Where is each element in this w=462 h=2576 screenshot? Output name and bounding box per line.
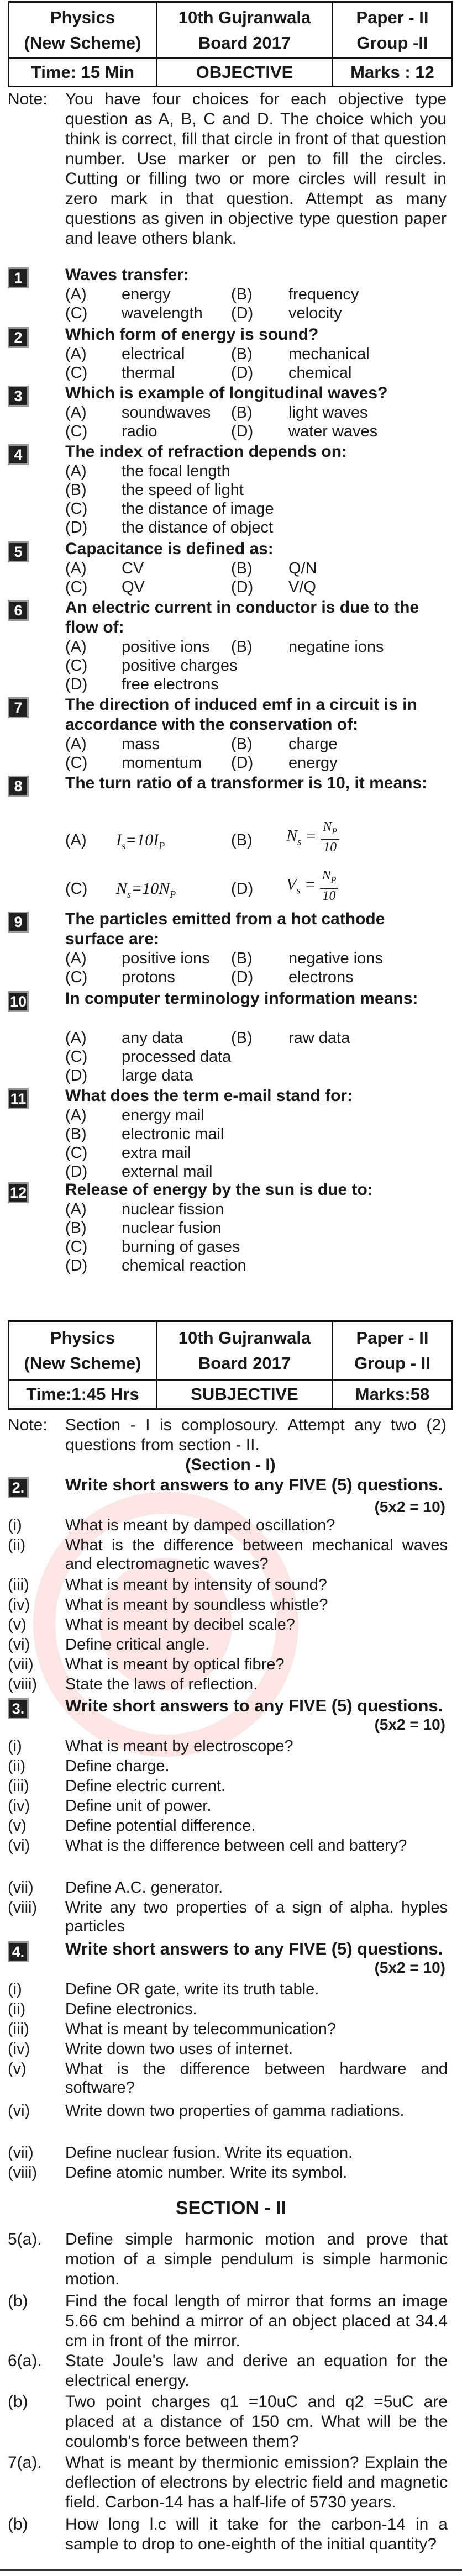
question-number: 4. xyxy=(8,1941,29,1962)
question-number: 10 xyxy=(8,991,29,1012)
section-1-label: (Section - I) xyxy=(185,1456,276,1474)
question-number: 2. xyxy=(8,1477,29,1498)
paper-cell xyxy=(333,3,452,57)
paper-type-cell: SUBJECTIVE xyxy=(158,1381,333,1408)
question-number: 1 xyxy=(8,267,29,288)
board-year: Board 2017 xyxy=(198,33,291,52)
question-text: An electric current in conductor is due to the flow of: xyxy=(65,598,419,636)
subjective-header-table xyxy=(8,1320,453,1410)
paper-number: Paper - II xyxy=(356,1327,429,1347)
question-text: The index of refraction depends on: xyxy=(65,442,348,461)
question-number: 4 xyxy=(8,444,29,465)
subject-name: Physics xyxy=(50,7,116,27)
question-text: Which is example of longitudinal waves? xyxy=(65,384,388,402)
question-text: In computer terminology information means: xyxy=(65,989,418,1008)
board-year: Board 2017 xyxy=(198,1353,291,1373)
question-number: 5 xyxy=(8,541,29,562)
scheme-name: (New Scheme) xyxy=(24,33,141,52)
marks-cell: Marks:58 xyxy=(355,1384,430,1404)
question-number: 2 xyxy=(8,327,29,348)
class-board: 10th Gujranwala xyxy=(178,1327,311,1347)
note-text: You have four choices for each objective type question as A, B, C and D. The choice which you think is correct, fill that circle in front of that question number. Use marker or pen to fill the circles. Cutting or filling two or more circles will result in zero mark in that question. Attempt as many questions as given in objective type question paper and leave others blank. xyxy=(65,90,447,247)
note-label: Note: xyxy=(8,1416,48,1434)
note-text: Section - I is complosoury. Attempt any two (2) questions from section - II. xyxy=(65,1416,447,1454)
question-text: The particles emitted from a hot cathode surface are: xyxy=(65,910,385,948)
time-cell: Time: 15 Min xyxy=(9,59,158,86)
subject-name: Physics xyxy=(50,1327,116,1347)
question-number: 8 xyxy=(8,776,29,797)
time-cell: Time:1:45 Hrs xyxy=(9,1381,158,1408)
board-cell xyxy=(158,1322,333,1379)
marks-label: (5x2 = 10) xyxy=(374,1959,445,1976)
group-number: Group -II xyxy=(356,33,428,52)
marks-cell: Marks : 12 xyxy=(350,62,434,82)
question-number: 3 xyxy=(8,386,29,407)
question-text: What does the term e-mail stand for: xyxy=(65,1087,353,1105)
question-text: Which form of energy is sound? xyxy=(65,325,319,344)
question-number: 7 xyxy=(8,697,29,718)
exam-paper: Physics (New Scheme) 10th Gujranwala Board 2017 Paper - II Group -II Time: 15 Min OBJECTIVE Marks : 12 Note: You have four choices for each objective type question as A, B, C and D. The choice which you think is correct, fill that circle in front of that question number. Use marker or pen to fill the circles. Cutting or filling two or more circles will result in zero mark in that question. Attempt as many questions as given in objective type question paper and leave others blank. 1 Waves transfer: (A) energy (B) frequency (C) wavelength (D) velocity 2 Which form of energy is sound? (A) electrical (B) mechanical (C) thermal (D) chemical 3 Which is example of longitudinal waves? (A) soundwaves (B) light waves (C) radio (D) water waves 4 The index of refraction depends on: (A) the focal length (B) the speed of light (C) the distance of image (D) the distance of object 5 Capacitance is defined as: (A) CV (B) Q/N (C) QV (D) V/Q 6 An electric current in conductor is due to the flow of: (A) positive ions (B) negatine ions (C) positive charges (D) free electrons 7 The direction of induced emf in a circuit is in accordance with the conservation of: (A) mass (B) charge (C) momentum (D) energy 8 The turn ratio of a transformer is 10, it means: (A) $I_s=10I_P$ (B) $N_s$ = $\frac{N_P}{10}$ (C) $N_s=10N_P$ (D) $V_s$ = $\frac{N_P}{10}$ 9 The particles emitted from a hot cathode surface are: (A) positive ions (B) negative ions (C) protons (D) electrons 10 In computer terminology information means: (A) any data (B) raw data (C) processed data (D) large data 11 What does the term e-mail stand for: (A) energy mail (B) electronic mail (C) extra mail (D) external mail 12 Release of energy by the sun is due to: (A) nuclear fission (B) nuclear fusion (C) burning of gases (D) chemical reaction Physics (New Scheme) 10th Gujranwala Board 2017 Paper - II Group - II Time:1:45 Hrs SUBJECTIVE Marks:58 Note: Section - I is complosoury. Attempt any two (2) questions from section - II. (Section - I) 2. Write short answers to any FIVE (5) questions. (5x2 = 10) (i) What is meant by damped oscillation? (ii) What is the difference between mechanical waves and electromagnetic waves? (iii) What is meant by intensity of sound? (iv) What is meant by soundless whistle? (v) What is meant by decibel scale? (vi) Define critical angle. (vii) What is meant by optical fibre? (viii) State the laws of reflection. 3. Write short answers to any FIVE (5) questions. (5x2 = 10) (i) What is meant by electroscope? (ii) Define charge. (iii) Define electric current. (iv) Define unit of power. (v) Define potential difference. (vi) What is the difference between cell and battery? (vii) Define A.C. generator. (viii) Write any two properties of a sign of alpha. hyples particles 4. Write short answers to any FIVE (5) questions. (5x2 = 10) (i) Define OR gate, write its truth table. (ii) Define electronics. (iii) What is meant by telecommunication? (iv) Write down two uses of internet. (v) What is the difference between hardware and software? (vi) Write down two properties of gamma radiations. (vii) Define nuclear fusion. Write its equation. (viii) Define atomic number. Write its symbol. SECTION - II 5(a). Define simple harmonic motion and prove that motion of a simple pendulum is simple harmonic motion. (b) Find the focal length of mirror that forms an image 5.66 cm behind a mirror of an object placed at 34.4 cm in front of the mirror. 6(a). State Joule's law and derive an equation for the electrical energy. (b) Two point charges q1 =10uC and q2 =5uC are placed at a distance of 150 cm. What will be the coulomb's force between them? 7(a). What is meant by thermionic emission? Explain the deflection of electrons by electric field and magnetic field. Carbon-14 has a half-life of 5730 years. (b) How long l.c will it take for the carbon-14 in a sample to drop to one-eighth of the initial quantity? xyxy=(0,0,462,2576)
question-number: 11 xyxy=(8,1088,29,1109)
question-text: The direction of induced emf in a circuit is in accordance with the conservation of: xyxy=(65,696,417,734)
question-text: Waves transfer: xyxy=(65,266,189,284)
question-text: Release of energy by the sun is due to: xyxy=(65,1181,373,1199)
note-label: Note: xyxy=(8,90,48,108)
question-number: 3. xyxy=(8,1698,29,1719)
question-number: 6 xyxy=(8,600,29,621)
subject-cell xyxy=(9,1322,158,1379)
page-bottom-rule xyxy=(0,2569,462,2571)
paper-type-cell: OBJECTIVE xyxy=(158,59,333,86)
question-heading: Write short answers to any FIVE (5) questions. xyxy=(65,1939,443,1958)
subject-cell xyxy=(9,3,158,57)
question-heading: Write short answers to any FIVE (5) questions. xyxy=(65,1475,443,1494)
marks-label: (5x2 = 10) xyxy=(374,1498,445,1515)
board-cell xyxy=(158,3,333,57)
objective-header-table xyxy=(8,1,453,87)
question-number: 9 xyxy=(8,912,29,933)
section-2-title: SECTION - II xyxy=(175,2198,287,2219)
question-text: Capacitance is defined as: xyxy=(65,540,274,558)
paper-cell xyxy=(333,1322,452,1379)
group-number: Group - II xyxy=(354,1353,431,1373)
scheme-name: (New Scheme) xyxy=(24,1353,141,1373)
marks-label: (5x2 = 10) xyxy=(374,1716,445,1733)
question-number: 12 xyxy=(8,1182,29,1203)
paper-number: Paper - II xyxy=(356,7,429,27)
question-heading: Write short answers to any FIVE (5) questions. xyxy=(65,1696,443,1715)
question-text: The turn ratio of a transformer is 10, it means: xyxy=(65,774,428,792)
options: (A) $I_s=10I_P$ (B) $N_s$ = $\frac{N_P}{10}$ (C) $N_s=10N_P$ (D) $V_s$ = $\frac{N_P}{10}$ xyxy=(65,820,452,930)
subjective-note xyxy=(8,1415,453,1476)
objective-note xyxy=(8,89,453,266)
class-board: 10th Gujranwala xyxy=(178,7,311,27)
